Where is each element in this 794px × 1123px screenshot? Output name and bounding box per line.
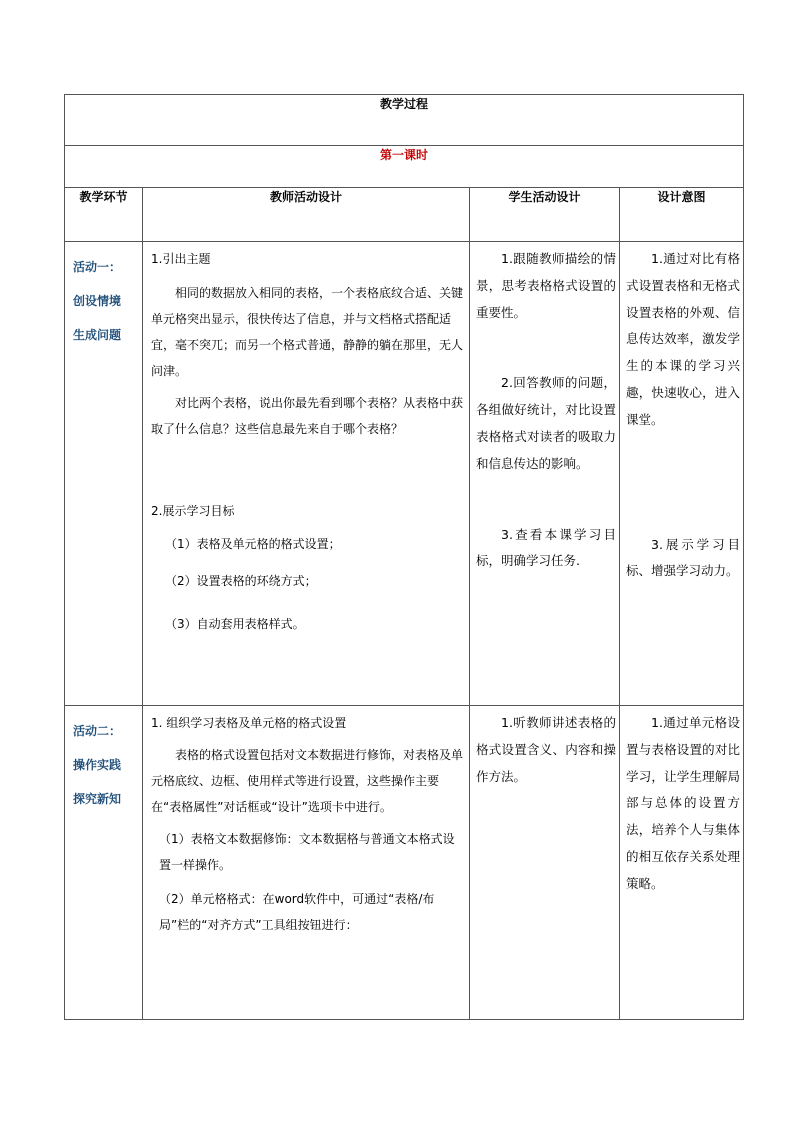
lesson-table [64, 94, 744, 1020]
stage-label: 活动二： [73, 724, 122, 738]
student-cell [470, 242, 620, 706]
stage-label: 探究新知 [73, 792, 122, 806]
table-title: 教学过程 [65, 95, 744, 146]
stage-cell [65, 706, 143, 1020]
student-paragraph: 1.听教师讲述表格的格式设置含义、内容和操作方法。 [476, 715, 616, 784]
teacher-heading: 2.展示学习目标 [151, 504, 235, 518]
student-paragraph: 1.跟随教师描绘的情景，思考表格格式设置的重要性。 [476, 251, 616, 320]
header-stage: 教学环节 [65, 188, 143, 242]
activity-row-1 [65, 242, 744, 706]
intent-paragraph: 3.展示学习目标、增强学习动力。 [626, 536, 741, 579]
teacher-cell [143, 242, 470, 706]
intent-cell [620, 242, 744, 706]
stage-label: 生成问题 [73, 328, 122, 342]
intent-paragraph: 1.通过对比有格式设置表格和无格式设置表格的外观、信息传达效率，激发学生的本课的学习兴趣，快速收心，进入课堂。 [626, 251, 741, 427]
student-cell [470, 706, 620, 1020]
header-row [65, 188, 744, 242]
intent-cell [620, 706, 744, 1020]
intent-paragraph: 1.通过单元格设置与表格设置的对比学习，让学生理解局部与总体的设置方法，培养个人与集体的相互依存关系处理策略。 [626, 715, 741, 891]
stage-cell [65, 242, 143, 706]
teacher-paragraph: 相同的数据放入相同的表格，一个表格底纹合适、关键单元格突出显示，很快传达了信息，并与文档格式搭配适宜，毫不突兀；而另一个格式普通，静静的躺在那里，无人问津。 [151, 286, 464, 378]
student-paragraph: 2.回答教师的问题，各组做好统计，对比设置表格格式对读者的吸取力和信息传达的影响。 [476, 375, 616, 471]
header-student: 学生活动设计 [470, 188, 620, 242]
teacher-paragraph: 表格的格式设置包括对文本数据进行修饰，对表格及单元格底纹、边框、使用样式等进行设置，这些操作主要在“表格属性”对话框或“设计”选项卡中进行。 [151, 748, 464, 814]
stage-label: 活动一： [73, 260, 122, 274]
header-teacher: 教师活动设计 [143, 188, 470, 242]
teacher-cell [143, 706, 470, 1020]
teacher-paragraph: （1）表格文本数据修饰：文本数据格与普通文本格式设置一样操作。 [159, 832, 455, 872]
header-intent: 设计意图 [620, 188, 744, 242]
goal-item: （2）设置表格的环绕方式； [165, 574, 317, 588]
activity-row-2 [65, 706, 744, 1020]
teacher-paragraph: （2）单元格格式：在word软件中，可通过“表格/布局”栏的“对齐方式”工具组按钮进行： [159, 892, 435, 932]
stage-label: 创设情境 [73, 294, 122, 308]
teacher-paragraph: 对比两个表格，说出你最先看到哪个表格？从表格中获取了什么信息？这些信息最先来自于哪个表格？ [151, 396, 464, 436]
student-paragraph: 3.查看本课学习目标，明确学习任务. [476, 526, 616, 569]
teacher-heading: 1. 组织学习表格及单元格的格式设置 [151, 716, 347, 730]
table-subtitle: 第一课时 [65, 146, 744, 188]
stage-label: 操作实践 [73, 758, 122, 772]
goal-item: （3）自动套用表格样式。 [165, 617, 305, 631]
teacher-heading: 1.引出主题 [151, 252, 211, 266]
goal-item: （1）表格及单元格的格式设置； [165, 537, 341, 551]
